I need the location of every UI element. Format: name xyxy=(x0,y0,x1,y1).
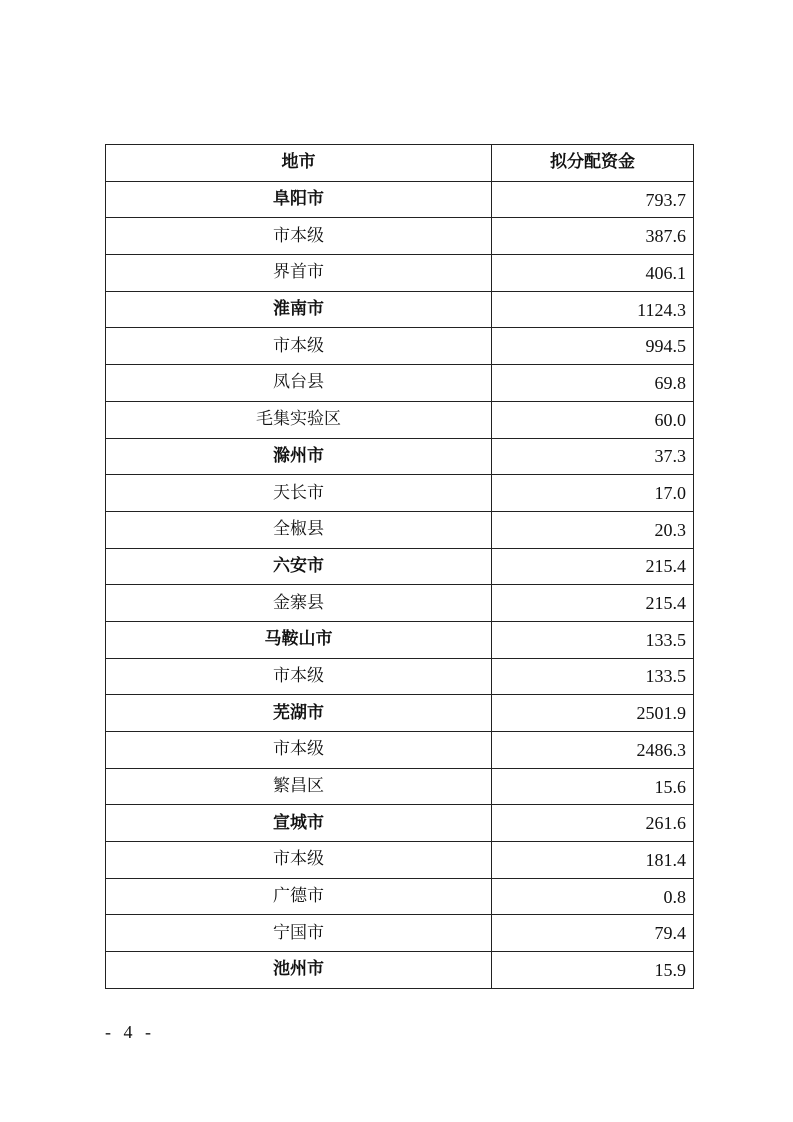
region-name: 芜湖市 xyxy=(106,695,492,732)
table-row xyxy=(106,878,694,915)
fund-value: 133.5 xyxy=(492,621,694,658)
fund-value: 181.4 xyxy=(492,842,694,879)
fund-value: 0.8 xyxy=(492,878,694,915)
fund-value: 20.3 xyxy=(492,511,694,548)
page-number: - 4 - xyxy=(105,1022,155,1042)
table-row xyxy=(106,218,694,255)
table-row xyxy=(106,915,694,952)
region-name: 马鞍山市 xyxy=(106,621,492,658)
fund-value: 79.4 xyxy=(492,915,694,952)
table-row xyxy=(106,511,694,548)
fund-value: 994.5 xyxy=(492,328,694,365)
city-row xyxy=(106,695,694,732)
fund-value: 387.6 xyxy=(492,218,694,255)
fund-value: 15.9 xyxy=(492,952,694,989)
table-row xyxy=(106,475,694,512)
region-name: 池州市 xyxy=(106,952,492,989)
region-name: 毛集实验区 xyxy=(106,401,492,438)
region-name: 天长市 xyxy=(106,475,492,512)
allocation-table xyxy=(105,144,694,989)
header-region: 地市 xyxy=(106,145,492,182)
region-name: 阜阳市 xyxy=(106,181,492,218)
table-row xyxy=(106,255,694,292)
table-row xyxy=(106,768,694,805)
fund-value: 261.6 xyxy=(492,805,694,842)
fund-value: 1124.3 xyxy=(492,291,694,328)
fund-value: 60.0 xyxy=(492,401,694,438)
table-row xyxy=(106,401,694,438)
fund-value: 793.7 xyxy=(492,181,694,218)
fund-value: 69.8 xyxy=(492,365,694,402)
city-row xyxy=(106,181,694,218)
region-name: 凤台县 xyxy=(106,365,492,402)
fund-value: 2501.9 xyxy=(492,695,694,732)
region-name: 六安市 xyxy=(106,548,492,585)
table-header-row xyxy=(106,145,694,182)
table-row xyxy=(106,365,694,402)
fund-value: 37.3 xyxy=(492,438,694,475)
city-row xyxy=(106,621,694,658)
allocation-table-container xyxy=(105,144,693,989)
fund-value: 2486.3 xyxy=(492,732,694,769)
table-row xyxy=(106,328,694,365)
city-row xyxy=(106,548,694,585)
fund-value: 406.1 xyxy=(492,255,694,292)
region-name: 市本级 xyxy=(106,732,492,769)
table-row xyxy=(106,658,694,695)
region-name: 市本级 xyxy=(106,328,492,365)
region-name: 淮南市 xyxy=(106,291,492,328)
fund-value: 215.4 xyxy=(492,585,694,622)
city-row xyxy=(106,291,694,328)
table-row xyxy=(106,732,694,769)
city-row xyxy=(106,805,694,842)
region-name: 市本级 xyxy=(106,218,492,255)
region-name: 市本级 xyxy=(106,842,492,879)
region-name: 金寨县 xyxy=(106,585,492,622)
region-name: 滁州市 xyxy=(106,438,492,475)
region-name: 界首市 xyxy=(106,255,492,292)
table-row xyxy=(106,585,694,622)
region-name: 宣城市 xyxy=(106,805,492,842)
city-row xyxy=(106,952,694,989)
fund-value: 215.4 xyxy=(492,548,694,585)
region-name: 市本级 xyxy=(106,658,492,695)
fund-value: 133.5 xyxy=(492,658,694,695)
region-name: 全椒县 xyxy=(106,511,492,548)
table-body xyxy=(106,181,694,988)
fund-value: 17.0 xyxy=(492,475,694,512)
region-name: 宁国市 xyxy=(106,915,492,952)
city-row xyxy=(106,438,694,475)
fund-value: 15.6 xyxy=(492,768,694,805)
table-row xyxy=(106,842,694,879)
region-name: 繁昌区 xyxy=(106,768,492,805)
region-name: 广德市 xyxy=(106,878,492,915)
header-allocated-funds: 拟分配资金 xyxy=(492,145,694,182)
